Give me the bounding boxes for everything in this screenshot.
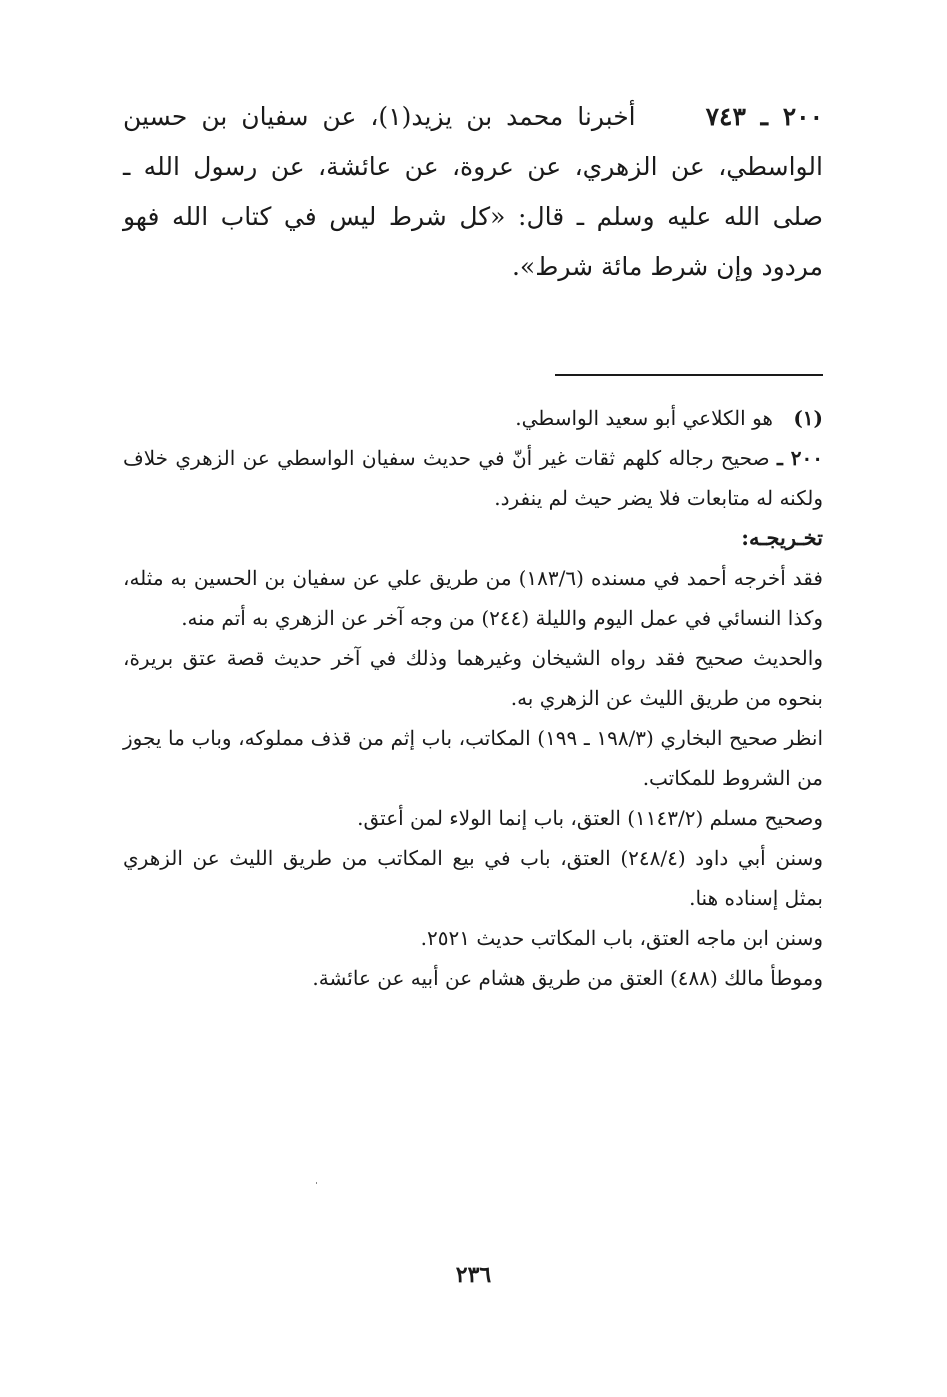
takhrij-paragraph: انظر صحيح البخاري (١٩٨/٣ ـ ١٩٩) المكاتب، باب إثم من قذف مملوكه، وباب ما يجوز من الشروط للمكاتب. — [123, 726, 824, 790]
commentary-number: ٢٠٠ ـ — [776, 446, 823, 470]
takhrij-paragraph: وسنن أبي داود (٢٤٨/٤) العتق، باب في بيع المكاتب من طريق الليث عن الزهري بمثل إسناده هنا. — [123, 846, 824, 910]
commentary-grading-text: صحيح رجاله كلهم ثقات غير أنّ في حديث سفيان الواسطي عن الزهري خلاف ولكنه له متابعات فلا يضر حيث لم ينفرد. — [123, 446, 823, 510]
hadith-number: ٢٠٠ ـ ٧٤٣ — [705, 102, 824, 131]
footnote-divider — [555, 374, 823, 376]
takhrij-heading: تخـريجـه: — [741, 525, 823, 550]
footnotes-section — [123, 398, 823, 998]
footnote-text: هو الكلاعي أبو سعيد الواسطي. — [515, 406, 773, 430]
commentary-grading — [123, 438, 823, 518]
takhrij-paragraph: وسنن ابن ماجه العتق، باب المكاتب حديث ٢٥٢١. — [420, 926, 823, 950]
footnote-marker: (١) — [793, 406, 823, 430]
takhrij-paragraph: وصحيح مسلم (١١٤٣/٢) العتق، باب إنما الولاء لمن أعتق. — [357, 806, 823, 830]
takhrij-paragraph: والحديث صحيح فقد رواه الشيخان وغيرهما وذلك في آخر حديث قصة عتق بريرة، بنحوه من طريق الليث عن الزهري به. — [123, 646, 823, 710]
page-number: ٢٣٦ — [455, 1262, 492, 1288]
takhrij-paragraph: فقد أخرجه أحمد في مسنده (١٨٣/٦) من طريق علي عن سفيان بن الحسين به مثله، وكذا النسائي في عمل اليوم والليلة (٢٤٤) من وجه آخر عن الزهري به أتم منه. — [123, 566, 823, 630]
hadith-text-block — [123, 92, 823, 292]
hadith-body: أخبرنا محمد بن يزيد(١)، عن سفيان بن حسين الواسطي، عن الزهري، عن عروة، عن عائشة، عن رسول الله ـ صلى الله عليه وسلم ـ قال: «كل شرط ليس في كتاب الله فهو مردود وإن شرط مائة شرط». — [123, 102, 823, 281]
takhrij-paragraph: وموطأ مالك (٤٨٨) العتق من طريق هشام عن أبيه عن عائشة. — [312, 966, 823, 990]
scan-speck — [316, 1182, 317, 1184]
footnote-1 — [123, 398, 823, 438]
